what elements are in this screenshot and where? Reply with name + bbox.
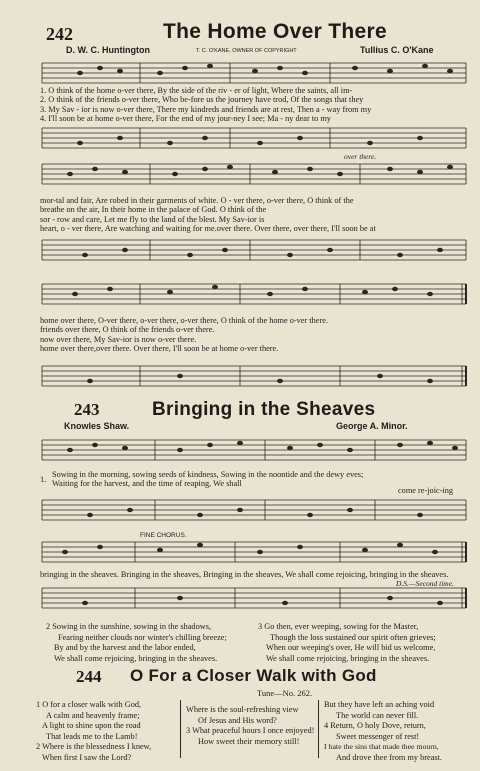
music-staff-treble-2	[0, 158, 480, 190]
author-credit: Knowles Shaw.	[64, 421, 130, 431]
hymn-title: O For a Closer Walk with God	[130, 666, 377, 685]
music-staff-bass-3	[0, 358, 480, 392]
stanza-line: That leads me to the Lamb!	[46, 731, 138, 741]
stanza-line: 3 What peaceful hours I once enjoyed!	[186, 726, 315, 735]
hymn-244-column-1	[36, 700, 151, 763]
refrain-line: friends over there, O think of the friends o-ver there.	[40, 325, 215, 335]
ds-label: D.S.—Second time.	[396, 579, 454, 588]
stanza-line: 1 O for a closer walk with God,	[36, 700, 142, 709]
stanza-line: And drove thee from my breast.	[336, 752, 442, 762]
music-staff-bass-4	[0, 494, 480, 528]
hymn-number: 244	[76, 667, 102, 686]
verse-line: breathe on the air, In their home in the palace of God. O think of the	[40, 205, 267, 215]
stanza-line: Fearing neither clouds nor winter's chilling breeze;	[58, 632, 227, 642]
stanza-line: 3 Go then, ever weeping, sowing for the Master,	[258, 622, 419, 631]
stanza-line: But they have left an aching void	[324, 700, 435, 709]
music-staff-treble-3	[0, 276, 480, 310]
stanza-line: By and by the harvest and the labor ended,	[54, 643, 196, 653]
verse-line: heart, o - ver there, Are watching and waiting for me.over there. Over there, over there, I'll soon be at	[40, 223, 376, 233]
stanza-line: Where is the soul-refreshing view	[186, 705, 299, 714]
hymn-244-column-2	[186, 705, 314, 747]
music-staff-bass-1	[0, 124, 480, 156]
verse-line: Sowing in the morning, sowing seeds of kindness, Sowing in the noontide and the dewy eves;	[52, 470, 364, 479]
copyright-note: T. C. O'KANE, OWNER OF COPYRIGHT	[196, 48, 297, 54]
verse-line: 4. I'll soon be at home o-ver there, For the end of my jour-ney I see; Ma - ny dear to my	[40, 113, 331, 123]
stanza-line: A calm and heavenly frame;	[46, 710, 140, 720]
hymn-title: Bringing in the Sheaves	[152, 399, 376, 420]
chorus-line: bringing in the sheaves. Bringing in the sheaves, Bringing in the sheaves, We shall come rejoicing, bringing in the sheaves.	[40, 570, 449, 579]
hymn-244-column-3	[324, 700, 442, 763]
over-there-cue: over there.	[344, 152, 377, 161]
stanza-line: We shall come rejoicing, bringing in the sheaves.	[54, 653, 218, 663]
fine-chorus-label: FINE CHORUS.	[140, 532, 187, 539]
verse-line: 2. O think of the friends o-ver there, Who be-fore us the journey have trod, Of the songs that they	[40, 95, 364, 105]
stanza-line: When our weeping's over, He will bid us welcome,	[266, 643, 436, 653]
verse-line: 1. O think of the home o-ver there, By the side of the riv - er of light, Where the saints, all im-	[40, 86, 353, 95]
stanza-line: 2 Sowing in the sunshine, sowing in the shadows,	[46, 622, 212, 631]
verse-block-1	[40, 86, 371, 123]
verse-line: Waiting for the harvest, and the time of reaping, We shall	[52, 479, 242, 489]
stanza-line: Though the loss sustained our spirit often grieves;	[270, 632, 436, 642]
refrain-line: home over there, O-ver there, o-ver there, o-ver there, O think of the home o-ver there.	[40, 316, 328, 325]
stanza-line: A light to shine upon the road	[42, 721, 141, 730]
stanza-line: We shall come rejoicing, bringing in the sheaves.	[266, 653, 430, 663]
verse-line: mor-tal and fair, Are robed in their garments of white. O - ver there, o-ver there, O think of the	[40, 196, 354, 205]
stanza-line: I hate the sins that made thee mourn,	[324, 742, 439, 751]
composer-credit: George A. Minor.	[336, 421, 408, 431]
verse-line: sor - row and care, Let me fly to the land of the blest. My Sav-ior is	[40, 214, 265, 224]
composer-credit: Tullius C. O'Kane	[360, 45, 434, 55]
author-credit: D. W. C. Huntington	[66, 45, 150, 55]
music-staff-treble-5	[0, 532, 480, 568]
hymn-title: The Home Over There	[163, 20, 387, 43]
stanza-line: How sweet their memory still!	[198, 736, 300, 746]
tune-reference: Tune—No. 262.	[257, 688, 313, 698]
refrain-line: now over there, My Sav-ior is now o-ver there.	[40, 334, 197, 344]
music-staff-bass-5	[0, 582, 480, 616]
stanza-line: Of Jesus and His word?	[198, 715, 277, 725]
music-staff-treble-1	[0, 55, 480, 87]
stanza-line: The world can never fill.	[336, 710, 419, 720]
stanza-line: 4 Return, O holy Dove, return,	[324, 721, 426, 730]
verse-block-2	[40, 196, 376, 233]
music-staff-bass-2	[0, 236, 480, 268]
verse-ending: come re-joic-ing	[398, 486, 454, 495]
refrain-block	[40, 316, 328, 353]
music-staff-treble-4	[0, 428, 480, 470]
refrain-line: home over there,over there. Over there, I'll soon be at home o-ver there.	[40, 343, 279, 353]
stanza-line: When first I saw the Lord?	[42, 752, 132, 762]
stanza-3	[258, 622, 436, 664]
verse-line: 3. My Sav - ior is now o-ver there, There my kindreds and friends are at rest, Then a - way from my	[40, 104, 372, 114]
stanza-2	[46, 622, 227, 664]
verse-block-243	[52, 470, 363, 489]
page-number: 242	[46, 24, 73, 44]
verse-number-1: 1.	[40, 475, 47, 484]
stanza-line: 2 Where is the blessedness I knew,	[36, 742, 152, 751]
hymn-number: 243	[74, 400, 100, 419]
stanza-line: Sweet messenger of rest!	[336, 731, 420, 741]
column-divider	[318, 700, 319, 758]
column-divider	[180, 700, 181, 758]
